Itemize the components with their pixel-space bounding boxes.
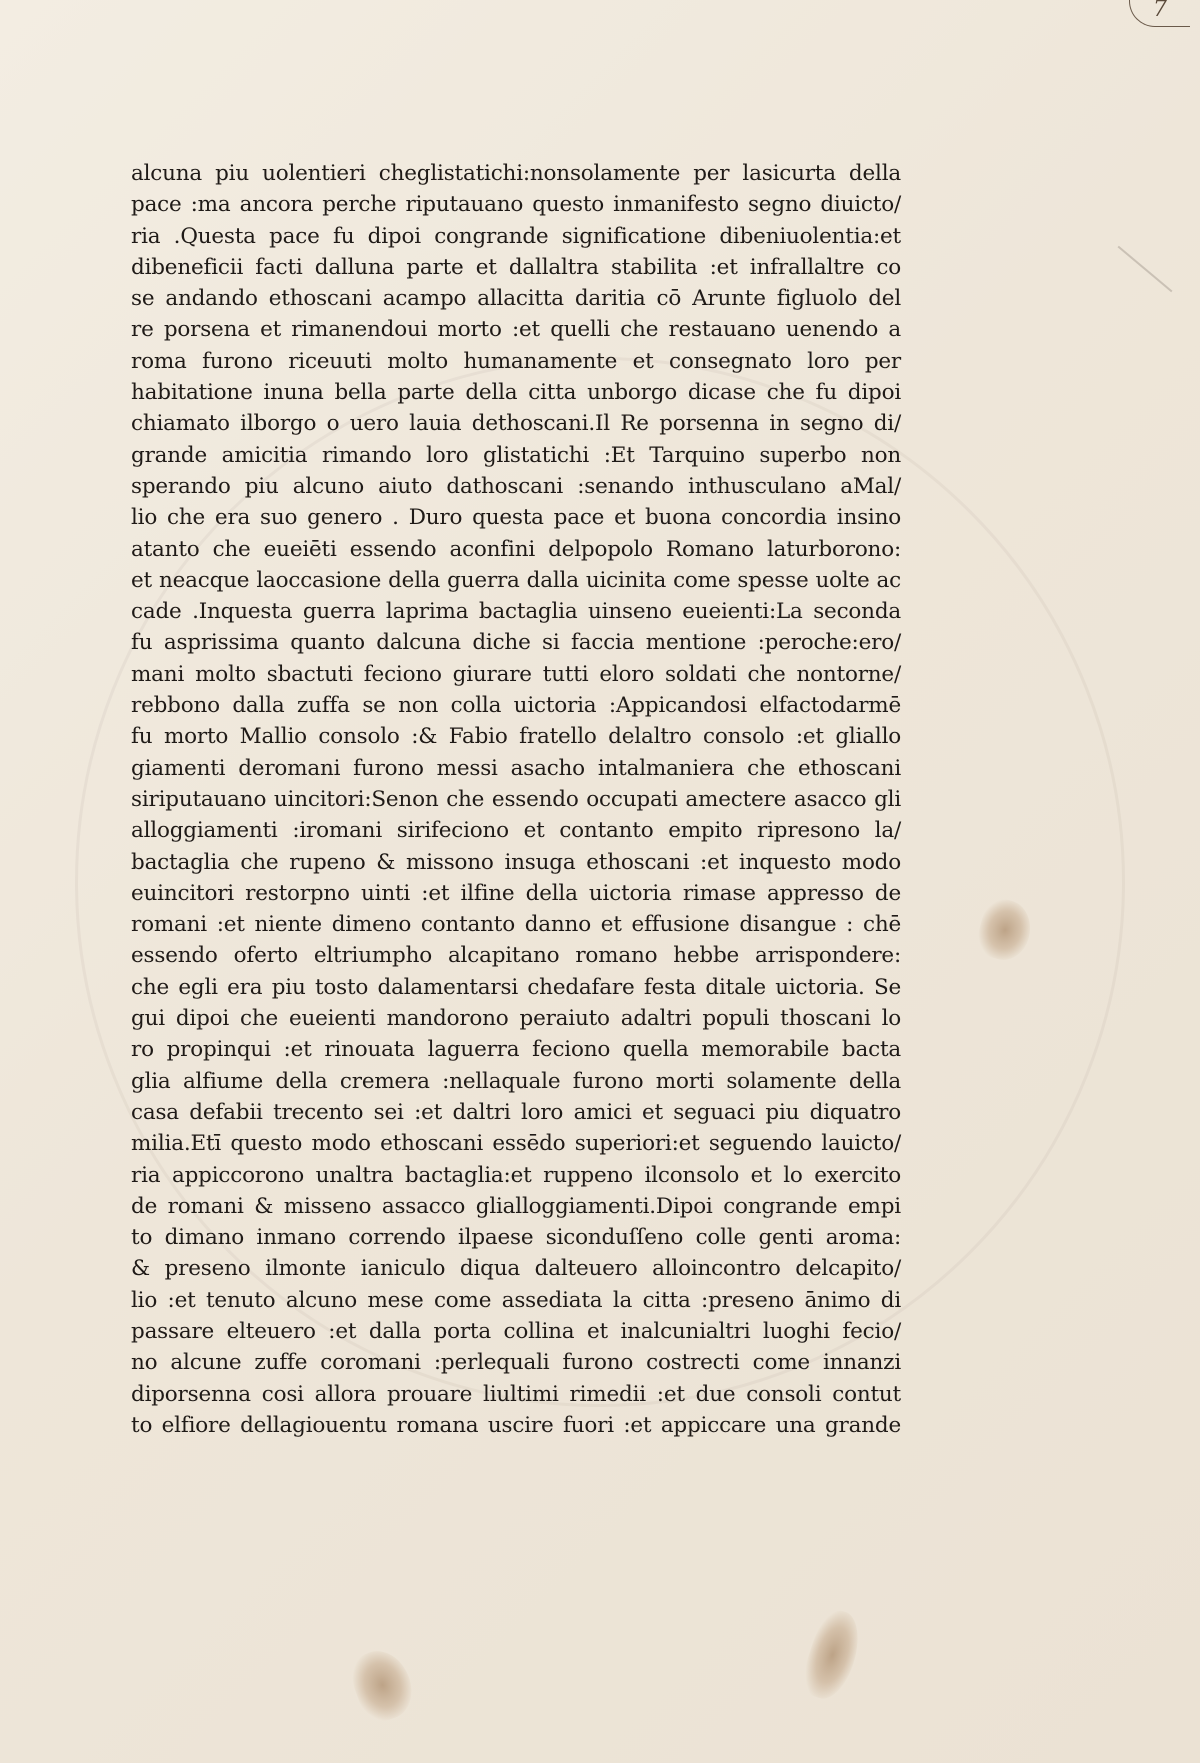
text-line: essendo oferto eltriumpho alcapitano romano hebbe arrispondere:	[131, 943, 901, 969]
text-line: dibeneficii facti dalluna parte et dallaltra stabilita :et infrallaltre co	[131, 254, 901, 280]
text-line: fu asprissima quanto dalcuna diche si faccia mentione :peroche:ero/	[131, 630, 901, 656]
text-line: & preseno ilmonte ianiculo diqua dalteuero alloincontro delcapito/	[131, 1256, 901, 1282]
text-line: diporsenna cosi allora prouare liultimi rimedii :et due consoli contut	[131, 1381, 901, 1407]
text-line: se andando ethoscani acampo allacitta daritia cō Arunte figluolo del	[131, 286, 901, 312]
text-line: grande amicitia rimando loro glistatichi :Et Tarquino superbo non	[131, 442, 901, 468]
text-line: roma furono riceuuti molto humanamente et consegnato loro per	[131, 348, 901, 374]
text-line: ria .Questa pace fu dipoi congrande significatione dibeniuolentia:et	[131, 223, 901, 249]
text-line: et neacque laoccasione della guerra dalla uicinita come spesse uolte ac	[131, 567, 901, 593]
text-line: euincitori restorpno uinti :et ilfine della uictoria rimase appresso de	[131, 880, 901, 906]
text-line: lio che era suo genero . Duro questa pace et buona concordia insino	[131, 505, 901, 531]
text-line: gui dipoi che eueienti mandorono peraiuto adaltri populi thoscani lo	[131, 1006, 901, 1032]
text-line: alcuna piu uolentieri cheglistatichi:nonsolamente per lasicurta della	[131, 161, 901, 186]
foxing-stain	[345, 1643, 421, 1728]
text-line: atanto che eueiēti essendo aconfini delpopolo Romano laturborono:	[131, 536, 901, 562]
text-line: chiamato ilborgo o uero lauia dethoscani.Il Re porsenna in segno di/	[131, 411, 901, 437]
text-line: mani molto sbactuti feciono giurare tutti eloro soldati che nontorne/	[131, 661, 901, 687]
text-line: habitatione inuna bella parte della citta unborgo dicase che fu dipoi	[131, 380, 901, 406]
text-line: bactaglia che rupeno & missono insuga ethoscani :et inquesto modo	[131, 849, 901, 875]
text-line: glia alfiume della cremera :nellaquale furono morti solamente della	[131, 1068, 901, 1094]
text-line: romani :et niente dimeno contanto danno et effusione disangue : chē	[131, 912, 901, 938]
text-line: ro propinqui :et rinouata laguerra feciono quella memorabile bacta	[131, 1037, 901, 1063]
text-line: rebbono dalla zuffa se non colla uictoria :Appicandosi elfactodarmē	[131, 693, 901, 719]
text-line: to elfiore dellagiouentu romana uscire fuori :et appiccare una grande	[131, 1412, 901, 1438]
text-line: ria appiccorono unaltra bactaglia:et ruppeno ilconsolo et lo exercito	[131, 1162, 901, 1188]
text-line: che egli era piu tosto dalamentarsi chedafare festa ditale uictoria. Se	[131, 974, 901, 1000]
folio-number: 7	[1129, 0, 1190, 27]
paper-scratch	[1118, 246, 1173, 293]
text-block	[131, 158, 901, 1441]
text-line: siriputauano uincitori:Senon che essendo occupati amectere asacco gli	[131, 786, 901, 812]
text-line: fu morto Mallio consolo :& Fabio fratello delaltro consolo :et gliallo	[131, 724, 901, 750]
text-line: milia.Etī questo modo ethoscani essēdo superiori:et seguendo lauicto/	[131, 1131, 901, 1157]
text-line: de romani & misseno assacco glialloggiamenti.Dipoi congrande empi	[131, 1193, 901, 1219]
text-line: re porsena et rimanendoui morto :et quelli che restauano uenendo a	[131, 317, 901, 343]
text-line: sperando piu alcuno aiuto dathoscani :senando inthusculano aMal/	[131, 473, 901, 499]
text-line: passare elteuero :et dalla porta collina et inalcunialtri luoghi fecio/	[131, 1318, 901, 1344]
text-line: giamenti deromani furono messi asacho intalmaniera che ethoscani	[131, 755, 901, 781]
text-line: alloggiamenti :iromani sirifeciono et contanto empito ripresono la/	[131, 818, 901, 844]
text-line: cade .Inquesta guerra laprima bactaglia uinseno eueienti:La seconda	[131, 599, 901, 625]
text-line: no alcune zuffe coromani :perlequali furono costrecti come innanzi	[131, 1350, 901, 1376]
foxing-stain	[797, 1605, 868, 1705]
text-line: casa defabii trecento sei :et daltri loro amici et seguaci piu diquatro	[131, 1099, 901, 1125]
text-line: lio :et tenuto alcuno mese come assediata la citta :preseno ānimo di	[131, 1287, 901, 1313]
text-line: to dimano inmano correndo ilpaese siconduſſeno colle genti aroma:	[131, 1225, 901, 1251]
text-line: pace :ma ancora perche riputauano questo inmanifesto segno diuicto/	[131, 192, 901, 218]
